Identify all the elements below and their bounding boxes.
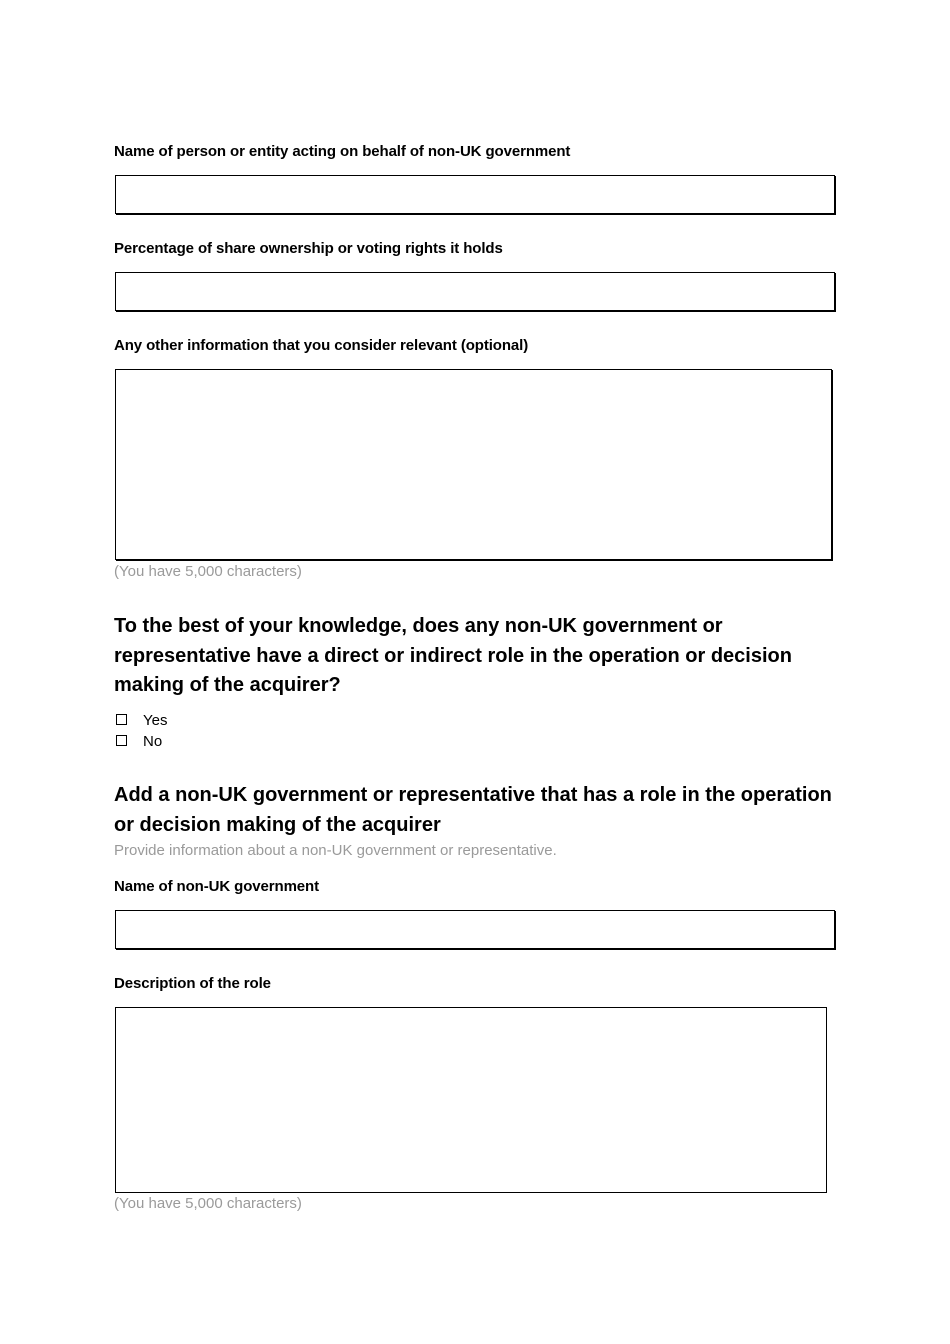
no-checkbox[interactable]: [116, 735, 127, 746]
role-description-label: Description of the role: [114, 975, 271, 992]
percentage-input[interactable]: [115, 272, 835, 311]
add-government-section-title: Add a non-UK government or representative that has a role in the operation or decision making of the acquirer: [114, 784, 832, 836]
other-info-char-counter: (You have 5,000 characters): [114, 563, 302, 580]
other-info-textarea[interactable]: [115, 369, 832, 560]
add-government-section-subtitle: Provide information about a non-UK government or representative.: [114, 842, 557, 859]
other-info-label: Any other information that you consider relevant (optional): [114, 337, 529, 354]
percentage-label: Percentage of share ownership or voting rights it holds: [114, 240, 503, 257]
name-government-input[interactable]: [115, 910, 835, 949]
name-person-input[interactable]: [115, 175, 835, 214]
role-description-char-counter: (You have 5,000 characters): [114, 1195, 302, 1212]
name-person-label: Name of person or entity acting on behalf of non-UK government: [114, 143, 571, 160]
yes-label: Yes: [143, 712, 168, 729]
name-government-label: Name of non-UK government: [114, 878, 320, 895]
government-role-question: To the best of your knowledge, does any non-UK government or representative have a direct or indirect role in the operation or decision making of the acquirer?: [114, 615, 792, 696]
no-label: No: [143, 733, 163, 750]
yes-checkbox[interactable]: [116, 714, 127, 725]
role-description-textarea[interactable]: [115, 1007, 827, 1193]
